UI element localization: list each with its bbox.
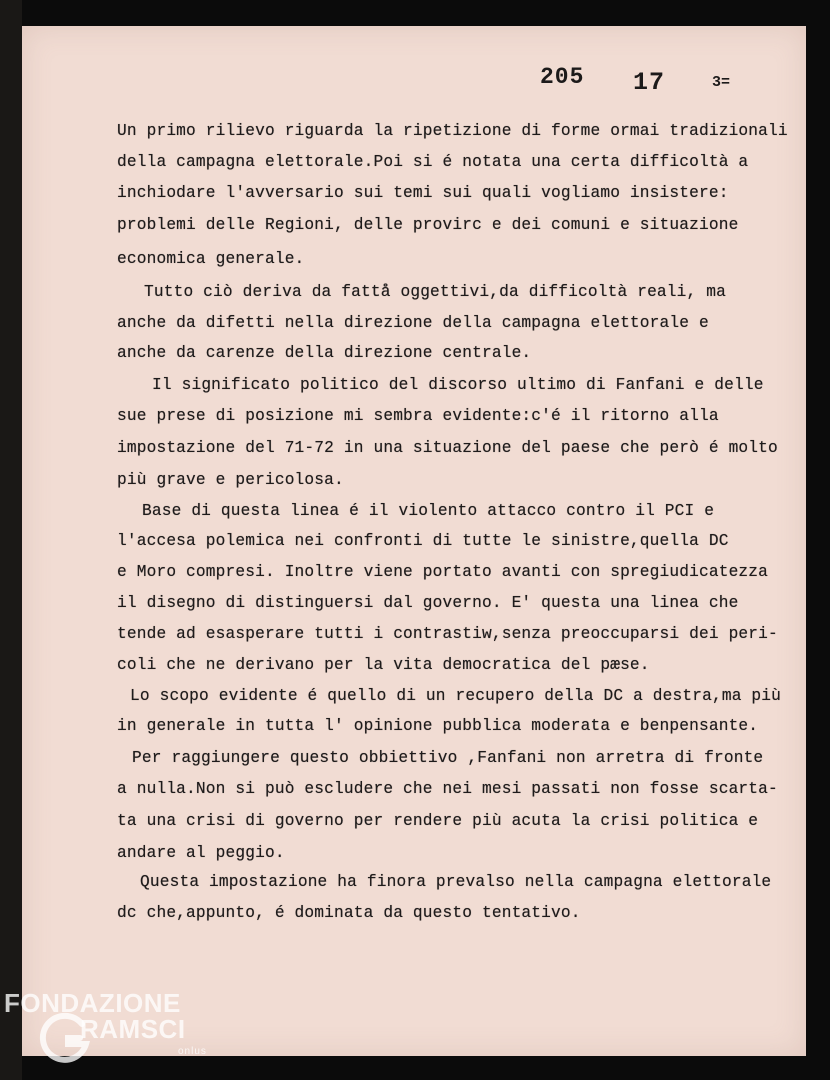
text-line: Lo scopo evidente é quello di un recupero della DC a destra,ma più — [130, 687, 782, 705]
archive-watermark — [4, 988, 224, 1068]
text-line: Un primo rilievo riguarda la ripetizione di forme ormai tradizionali — [117, 122, 788, 140]
text-line: coli che ne derivano per la vita democratica del pæse. — [117, 656, 650, 674]
scan-border — [0, 0, 22, 1080]
archive-number: 205 — [540, 64, 585, 90]
text-line: della campagna elettorale.Poi si é notata una certa difficoltà a — [117, 153, 749, 171]
text-line: anche da difetti nella direzione della campagna elettorale e — [117, 314, 709, 332]
text-line: l'accesa polemica nei confronti di tutte le sinistre,quella DC — [117, 532, 729, 550]
text-line: andare al peggio. — [117, 844, 285, 862]
text-line: economica generale. — [117, 250, 305, 268]
page-number-header — [0, 62, 830, 102]
watermark-subtitle: RAMSCI — [80, 1014, 186, 1044]
watermark-suffix: onlus — [178, 1046, 207, 1057]
text-line: inchiodare l'avversario sui temi sui quali vogliamo insistere: — [117, 184, 729, 202]
text-line: Il significato politico del discorso ultimo di Fanfani e delle — [152, 376, 764, 394]
text-line: Tutto ciò deriva da fattå oggettivi,da difficoltà reali, ma — [144, 283, 726, 301]
text-line: impostazione del 71-72 in una situazione del paese che però é molto — [117, 439, 778, 457]
text-line: Per raggiungere questo obbiettivo ,Fanfani non arretra di fronte — [132, 749, 764, 767]
text-line: più grave e pericolosa. — [117, 471, 344, 489]
text-line: in generale in tutta l' opinione pubblica moderata e benpensante. — [117, 717, 759, 735]
text-line: Base di questa linea é il violento attacco contro il PCI e — [142, 502, 715, 520]
text-line: dc che,appunto, é dominata da questo tentativo. — [117, 904, 581, 922]
text-line: anche da carenze della direzione centrale. — [117, 344, 532, 362]
text-line: a nulla.Non si può escludere che nei mesi passati non fosse scarta- — [117, 780, 778, 798]
text-line: Questa impostazione ha finora prevalso nella campagna elettorale — [140, 873, 772, 891]
watermark-title: FONDAZIONE — [4, 988, 181, 1018]
text-line: sue prese di posizione mi sembra evidente:c'é il ritorno alla — [117, 407, 719, 425]
text-line: tende ad esasperare tutti i contrastiw,senza preoccuparsi dei peri- — [117, 625, 778, 643]
text-line: il disegno di distinguersi dal governo. E' questa una linea che — [117, 594, 739, 612]
sheet-number: 3= — [712, 74, 731, 91]
text-line: e Moro compresi. Inoltre viene portato avanti con spregiudicatezza — [117, 563, 769, 581]
text-line: problemi delle Regioni, delle provirc e dei comuni e situazione — [117, 216, 739, 234]
text-line: ta una crisi di governo per rendere più acuta la crisi politica e — [117, 812, 759, 830]
folio-number: 17 — [633, 68, 666, 97]
